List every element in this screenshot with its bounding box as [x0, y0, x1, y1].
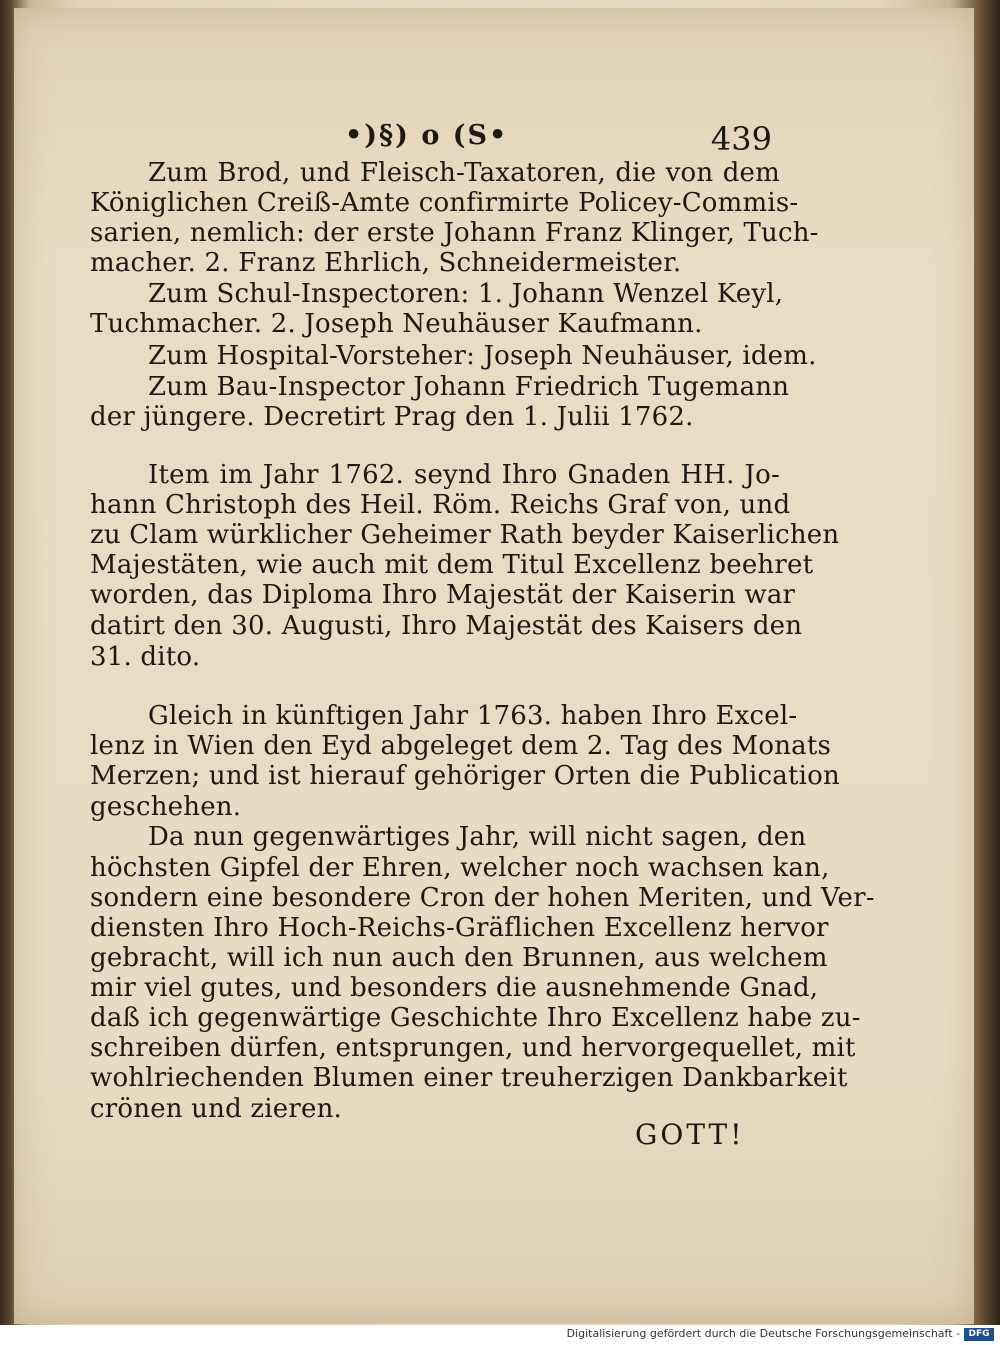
text-line: datirt den 30. Augusti, Ihro Majestät des Kaisers den [90, 611, 803, 641]
footer-credit: Digitalisierung gefördert durch die Deutsche Forschungsgemeinschaft - [566, 1327, 960, 1340]
footer-bar [0, 1325, 1000, 1345]
text-line: Königlichen Creiß-Amte confirmirte Policey-Commis- [90, 188, 799, 218]
text-line: 31. dito. [90, 642, 201, 672]
page-number: 439 [710, 120, 772, 158]
text-line: diensten Ihro Hoch-Reichs-Gräflichen Excellenz hervor [90, 913, 829, 943]
text-line: daß ich gegenwärtige Geschichte Ihro Excellenz habe zu- [90, 1003, 861, 1033]
text-line: wohlriechenden Blumen einer treuherzigen Dankbarkeit [90, 1063, 848, 1093]
dfg-logo: DFG [964, 1328, 994, 1341]
text-line: crönen und zieren. [90, 1094, 343, 1124]
header-ornament: •)§) o (S• [345, 120, 509, 151]
text-line: Zum Bau-Inspector Johann Friedrich Tugemann [148, 372, 790, 402]
text-line: höchsten Gipfel der Ehren, welcher noch wachsen kan, [90, 853, 830, 883]
text-line: Item im Jahr 1762. seynd Ihro Gnaden HH. Jo- [148, 460, 780, 490]
text-line: sarien, nemlich: der erste Johann Franz Klinger, Tuch- [90, 218, 819, 248]
text-line: macher. 2. Franz Ehrlich, Schneidermeister. [90, 248, 682, 278]
text-line: schreiben dürfen, entsprungen, und hervorgequellet, mit [90, 1033, 856, 1063]
text-line: Merzen; und ist hierauf gehöriger Orten die Publication [90, 761, 840, 791]
text-line: sondern eine besondere Cron der hohen Meriten, und Ver- [90, 883, 875, 913]
text-line: zu Clam würklicher Geheimer Rath beyder Kaiserlichen [90, 520, 840, 550]
text-line: Gleich in künftigen Jahr 1763. haben Ihro Excel- [148, 701, 798, 731]
text-line: mir viel gutes, und besonders die ausnehmende Gnad, [90, 973, 819, 1003]
text-line: Majestäten, wie auch mit dem Titul Excellenz beehret [90, 550, 814, 580]
text-line: lenz in Wien den Eyd abgeleget dem 2. Tag des Monats [90, 731, 832, 761]
signoff: GOTT! [635, 1118, 745, 1151]
text-line: worden, das Diploma Ihro Majestät der Kaiserin war [90, 580, 796, 610]
text-line: Da nun gegenwärtiges Jahr, will nicht sagen, den [148, 822, 807, 852]
text-line: Zum Schul-Inspectoren: 1. Johann Wenzel Keyl, [148, 279, 784, 309]
text-line: der jüngere. Decretirt Prag den 1. Julii 1762. [90, 402, 694, 432]
text-line: Zum Brod, und Fleisch-Taxatoren, die von dem [148, 158, 780, 188]
book-page [14, 8, 974, 1324]
text-line: Zum Hospital-Vorsteher: Joseph Neuhäuser, idem. [148, 341, 817, 371]
text-line: gebracht, will ich nun auch den Brunnen, aus welchem [90, 943, 828, 973]
text-line: geschehen. [90, 792, 242, 822]
text-line: hann Christoph des Heil. Röm. Reichs Graf von, und [90, 490, 791, 520]
running-head [90, 120, 780, 160]
text-line: Tuchmacher. 2. Joseph Neuhäuser Kaufmann. [90, 309, 703, 339]
